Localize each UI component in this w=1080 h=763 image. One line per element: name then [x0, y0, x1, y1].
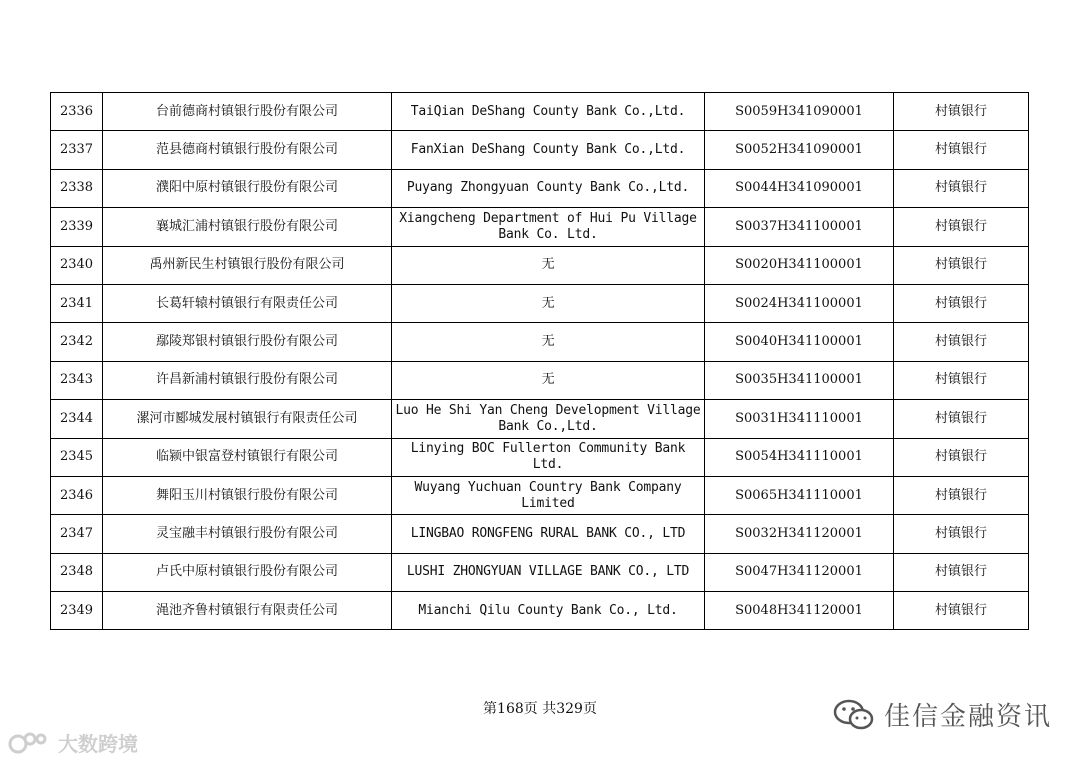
cell-institution-code: S0037H341100001 — [705, 208, 894, 246]
table-row — [51, 208, 1029, 246]
page-number: 第168页 共329页 — [483, 701, 597, 717]
cell-chinese-name: 灵宝融丰村镇银行股份有限公司 — [103, 515, 392, 553]
watermark-left — [8, 728, 138, 757]
cell-number: 2339 — [51, 208, 103, 246]
cell-number: 2340 — [51, 246, 103, 284]
cell-english-name: Linying BOC Fullerton Community Bank Ltd. — [392, 438, 705, 476]
cell-institution-code: S0040H341100001 — [705, 323, 894, 361]
cell-english-name: FanXian DeShang County Bank Co.,Ltd. — [392, 131, 705, 169]
cell-number: 2345 — [51, 438, 103, 476]
table-row — [51, 592, 1029, 630]
cell-institution-code: S0059H341090001 — [705, 93, 894, 131]
table-row — [51, 438, 1029, 476]
cell-institution-type: 村镇银行 — [894, 592, 1029, 630]
cell-institution-code: S0020H341100001 — [705, 246, 894, 284]
cell-english-name: Mianchi Qilu County Bank Co., Ltd. — [392, 592, 705, 630]
cell-english-name: LUSHI ZHONGYUAN VILLAGE BANK CO., LTD — [392, 553, 705, 591]
cell-english-name: 无 — [392, 246, 705, 284]
watermark-left-text: 大数跨境 — [58, 732, 138, 756]
cell-english-name: TaiQian DeShang County Bank Co.,Ltd. — [392, 93, 705, 131]
cell-chinese-name: 舞阳玉川村镇银行股份有限公司 — [103, 476, 392, 514]
cell-number: 2336 — [51, 93, 103, 131]
cell-number: 2348 — [51, 553, 103, 591]
cell-english-name: Xiangcheng Department of Hui Pu Village Bank Co. Ltd. — [392, 208, 705, 246]
cell-number: 2341 — [51, 284, 103, 322]
cell-chinese-name: 渑池齐鲁村镇银行有限责任公司 — [103, 592, 392, 630]
bank-list-table — [50, 92, 1029, 630]
table-row — [51, 246, 1029, 284]
table-row — [51, 400, 1029, 438]
cell-number: 2337 — [51, 131, 103, 169]
cell-chinese-name: 长葛轩辕村镇银行有限责任公司 — [103, 284, 392, 322]
cell-institution-type: 村镇银行 — [894, 515, 1029, 553]
table-row — [51, 476, 1029, 514]
cell-institution-type: 村镇银行 — [894, 93, 1029, 131]
cell-chinese-name: 濮阳中原村镇银行股份有限公司 — [103, 169, 392, 207]
table-row — [51, 93, 1029, 131]
cell-institution-code: S0035H341100001 — [705, 361, 894, 399]
cell-institution-code: S0031H341110001 — [705, 400, 894, 438]
cell-institution-code: S0065H341110001 — [705, 476, 894, 514]
cell-institution-type: 村镇银行 — [894, 361, 1029, 399]
cell-institution-type: 村镇银行 — [894, 438, 1029, 476]
cell-institution-type: 村镇银行 — [894, 131, 1029, 169]
wechat-icon — [832, 698, 876, 732]
cell-institution-type: 村镇银行 — [894, 284, 1029, 322]
cell-english-name: Luo He Shi Yan Cheng Development Village Bank Co.,Ltd. — [392, 400, 705, 438]
table-row — [51, 361, 1029, 399]
cell-institution-type: 村镇银行 — [894, 246, 1029, 284]
cell-chinese-name: 卢氏中原村镇银行股份有限公司 — [103, 553, 392, 591]
cell-institution-code: S0048H341120001 — [705, 592, 894, 630]
cell-chinese-name: 鄢陵郑银村镇银行股份有限公司 — [103, 323, 392, 361]
cell-institution-type: 村镇银行 — [894, 323, 1029, 361]
cell-institution-code: S0052H341090001 — [705, 131, 894, 169]
table-body — [51, 93, 1029, 630]
cell-english-name: LINGBAO RONGFENG RURAL BANK CO., LTD — [392, 515, 705, 553]
cell-english-name: 无 — [392, 323, 705, 361]
table-row — [51, 284, 1029, 322]
cell-institution-code: S0047H341120001 — [705, 553, 894, 591]
watermark-right — [832, 696, 1052, 733]
table-row — [51, 515, 1029, 553]
cell-chinese-name: 禹州新民生村镇银行股份有限公司 — [103, 246, 392, 284]
cell-english-name: 无 — [392, 361, 705, 399]
cell-number: 2343 — [51, 361, 103, 399]
table-row — [51, 553, 1029, 591]
cell-number: 2342 — [51, 323, 103, 361]
table-row — [51, 131, 1029, 169]
cell-chinese-name: 范县德商村镇银行股份有限公司 — [103, 131, 392, 169]
cell-institution-type: 村镇银行 — [894, 553, 1029, 591]
cell-english-name: Puyang Zhongyuan County Bank Co.,Ltd. — [392, 169, 705, 207]
cell-institution-type: 村镇银行 — [894, 208, 1029, 246]
cell-institution-code: S0054H341110001 — [705, 438, 894, 476]
cell-institution-type: 村镇银行 — [894, 400, 1029, 438]
cell-number: 2338 — [51, 169, 103, 207]
cell-chinese-name: 漯河市郾城发展村镇银行有限责任公司 — [103, 400, 392, 438]
cell-institution-type: 村镇银行 — [894, 169, 1029, 207]
cell-chinese-name: 许昌新浦村镇银行股份有限公司 — [103, 361, 392, 399]
cell-institution-code: S0044H341090001 — [705, 169, 894, 207]
cell-chinese-name: 临颍中银富登村镇银行有限公司 — [103, 438, 392, 476]
cell-english-name: 无 — [392, 284, 705, 322]
cell-english-name: Wuyang Yuchuan Country Bank Company Limited — [392, 476, 705, 514]
cell-number: 2349 — [51, 592, 103, 630]
cell-institution-code: S0032H341120001 — [705, 515, 894, 553]
cell-number: 2347 — [51, 515, 103, 553]
cell-chinese-name: 襄城汇浦村镇银行股份有限公司 — [103, 208, 392, 246]
cell-institution-type: 村镇银行 — [894, 476, 1029, 514]
cell-chinese-name: 台前德商村镇银行股份有限公司 — [103, 93, 392, 131]
cell-number: 2346 — [51, 476, 103, 514]
cell-number: 2344 — [51, 400, 103, 438]
table-row — [51, 169, 1029, 207]
cell-institution-code: S0024H341100001 — [705, 284, 894, 322]
table-row — [51, 323, 1029, 361]
watermark-right-text: 佳信金融资讯 — [884, 702, 1053, 732]
logo-swirl-icon — [8, 730, 52, 756]
